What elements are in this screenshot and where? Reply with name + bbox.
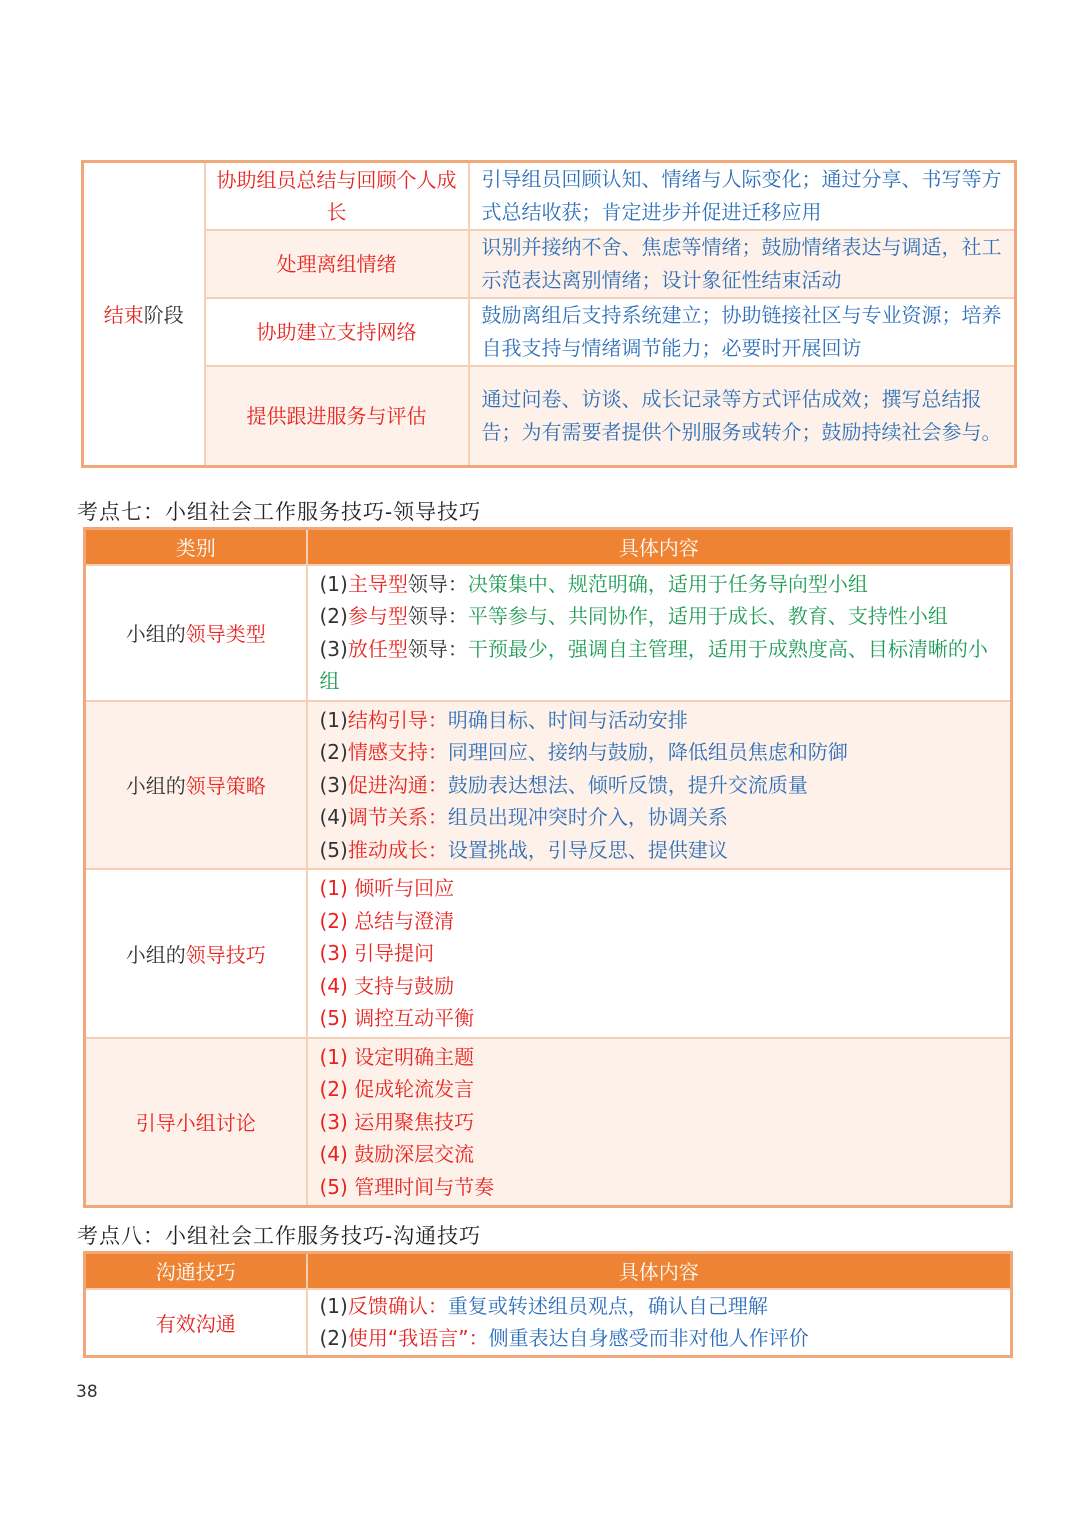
item-number: (1) — [319, 707, 348, 732]
page-number: 38 — [76, 1382, 98, 1402]
item-suffix: 领导： — [407, 604, 468, 628]
item-suffix: 领导： — [407, 636, 468, 661]
item-keyword: 参与型 — [347, 604, 408, 628]
desc-cell: 通过问卷、访谈、成长记录等方式评估成效；撰写总结报告；为有需要者提供个别服务或转介；鼓励持续社会参与。 — [469, 366, 1016, 466]
item-number: (2) — [319, 1326, 348, 1350]
item-keyword: 反馈确认： — [347, 1293, 448, 1318]
item-number: (4) — [319, 805, 348, 829]
desc-cell: 鼓励离组后支持系统建立；协助链接社区与专业资源；培养自我支持与情绪调节能力；必要时开展回访 — [469, 298, 1016, 366]
content-cell — [307, 869, 1012, 1038]
task-cell: 协助组员总结与回顾个人成长 — [205, 162, 469, 231]
task-cell: 提供跟进服务与评估 — [205, 366, 469, 466]
list-item — [320, 1322, 1001, 1355]
item-keyword: 情感支持： — [347, 740, 448, 764]
list-item — [320, 600, 1001, 633]
item-keyword: 结构引导： — [347, 707, 448, 732]
category-cell: 有效沟通 — [85, 1289, 307, 1357]
item-text: 明确目标、时间与活动安排 — [447, 707, 688, 732]
stage-cell — [83, 162, 205, 467]
item-keyword: 使用“我语言”： — [347, 1326, 489, 1350]
communication-skills-table — [83, 1251, 1013, 1358]
list-item — [320, 704, 1001, 737]
list-item: (5) 管理时间与节奏 — [319, 1174, 495, 1199]
item-number: (5) — [319, 837, 348, 862]
category-cell — [85, 565, 307, 701]
item-text: 同理回应、接纳与鼓励，降低组员焦虑和防御 — [447, 740, 848, 764]
category-prefix: 小组的 — [125, 622, 186, 646]
category-keyword: 领导类型 — [185, 622, 266, 646]
item-number: (1) — [319, 571, 348, 596]
category-keyword: 领导策略 — [185, 774, 266, 799]
item-text: 鼓励表达想法、倾听反馈，提升交流质量 — [447, 772, 808, 797]
category-cell: 引导小组讨论 — [85, 1038, 307, 1207]
list-item — [320, 834, 1001, 867]
ending-stage-table — [81, 160, 1017, 468]
list-item: (3) 运用聚焦技巧 — [319, 1109, 475, 1134]
item-text: 设置挑战，引导反思、提供建议 — [447, 837, 728, 862]
list-item: (4) 鼓励深层交流 — [319, 1142, 475, 1166]
item-number: (2) — [319, 604, 348, 628]
list-item — [320, 568, 1001, 601]
item-text: 平等参与、共同协作，适用于成长、教育、支持性小组 — [467, 604, 948, 628]
desc-cell: 识别并接纳不舍、焦虑等情绪；鼓励情绪表达与调适，社工示范表达离别情绪；设计象征性结束活动 — [469, 230, 1016, 298]
desc-cell: 引导组员回顾认知、情绪与人际变化；通过分享、书写等方式总结收获；肯定进步并促进迁移应用 — [469, 162, 1016, 231]
item-number: (1) — [319, 1293, 348, 1318]
content-cell — [307, 1038, 1012, 1207]
category-keyword: 领导技巧 — [185, 942, 266, 967]
item-number: (2) — [319, 740, 348, 764]
list-item — [320, 801, 1001, 834]
list-item: (4) 支持与鼓励 — [319, 973, 455, 998]
list-item — [320, 1290, 1001, 1323]
list-item: (2) 促成轮流发言 — [319, 1077, 475, 1101]
list-item: (1) 倾听与回应 — [319, 876, 455, 900]
list-item — [320, 633, 1001, 698]
task-cell: 协助建立支持网络 — [205, 298, 469, 366]
content-cell — [307, 565, 1012, 701]
content-cell — [307, 1289, 1012, 1357]
header-category: 沟通技巧 — [85, 1253, 307, 1289]
item-text: 侧重表达自身感受而非对他人作评价 — [488, 1326, 809, 1350]
list-item: (3) 引导提问 — [319, 941, 435, 965]
category-cell — [85, 701, 307, 870]
list-item: (2) 总结与澄清 — [319, 908, 455, 933]
item-number: (3) — [319, 636, 348, 661]
list-item — [320, 769, 1001, 802]
item-text: 干预最少，强调自主管理，适用于成熟度高、目标清晰的小组 — [319, 636, 988, 693]
list-item: (1) 设定明确主题 — [319, 1044, 475, 1069]
item-keyword: 促进沟通： — [347, 772, 448, 797]
item-text: 组员出现冲突时介入，协调关系 — [447, 805, 728, 829]
section-heading-communication: 考点八：小组社会工作服务技巧-沟通技巧 — [77, 1224, 482, 1248]
list-item: (5) 调控互动平衡 — [319, 1006, 475, 1030]
item-text: 重复或转述组员观点，确认自己理解 — [447, 1293, 768, 1318]
leadership-skills-table — [83, 527, 1013, 1208]
header-content: 具体内容 — [307, 1253, 1012, 1289]
category-prefix: 小组的 — [125, 774, 186, 799]
category-cell — [85, 869, 307, 1038]
header-category: 类别 — [85, 529, 307, 565]
stage-label-suffix: 阶段 — [143, 303, 184, 328]
item-text: 决策集中、规范明确，适用于任务导向型小组 — [467, 571, 868, 596]
category-prefix: 小组的 — [125, 942, 186, 967]
item-keyword: 主导型 — [347, 571, 408, 596]
item-keyword: 推动成长： — [347, 837, 448, 862]
section-heading-leadership: 考点七：小组社会工作服务技巧-领导技巧 — [77, 500, 482, 524]
list-item — [320, 736, 1001, 769]
item-number: (3) — [319, 772, 348, 797]
stage-label-keyword: 结束 — [103, 303, 144, 328]
task-cell: 处理离组情绪 — [205, 230, 469, 298]
content-cell — [307, 701, 1012, 870]
header-content: 具体内容 — [307, 529, 1012, 565]
item-keyword: 调节关系： — [347, 805, 448, 829]
item-suffix: 领导： — [407, 571, 468, 596]
item-keyword: 放任型 — [347, 636, 408, 661]
